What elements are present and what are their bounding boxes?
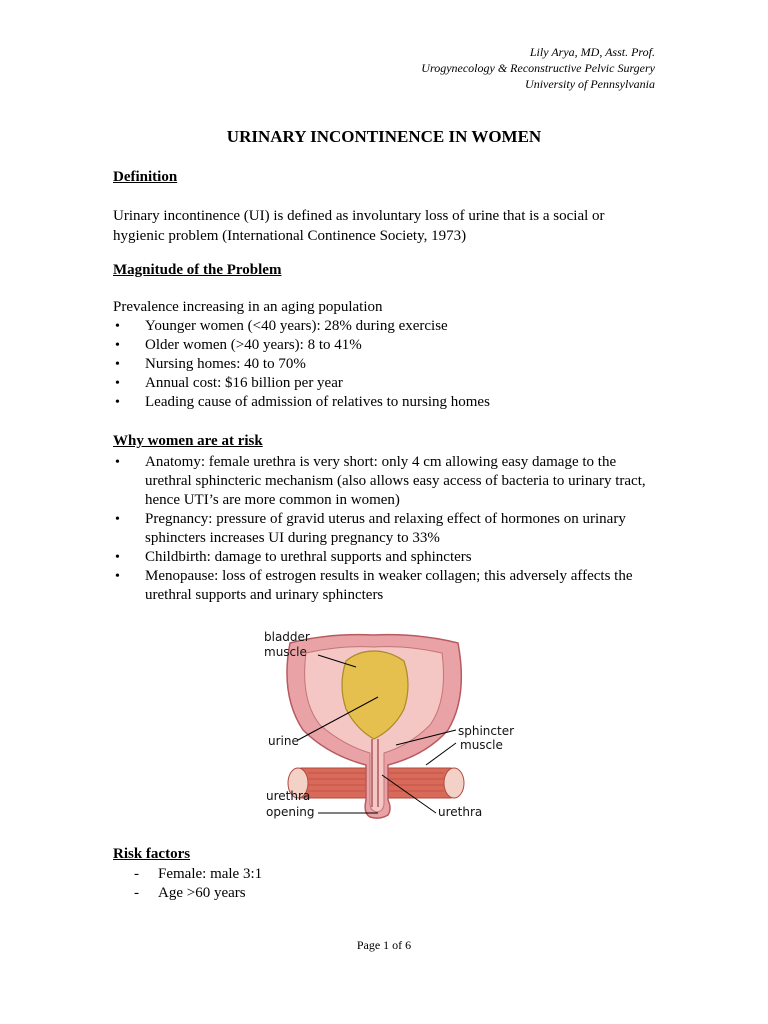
sphincter-label: sphincter — [458, 724, 515, 738]
list-item: • Annual cost: $16 billion per year — [115, 375, 343, 391]
dash-bullet: - — [134, 866, 139, 882]
definition-text-line: Urinary incontinence (UI) is defined as involuntary loss of urine that is a social or — [113, 208, 605, 224]
author-header — [421, 44, 655, 92]
risk-women-heading: Why women are at risk — [113, 433, 263, 449]
dash-bullet: - — [134, 885, 139, 901]
list-item: - Female: male 3:1 — [134, 866, 263, 882]
urine-label: urine — [268, 734, 299, 748]
definition-heading: Definition — [113, 169, 178, 185]
bullet-icon: • — [115, 376, 120, 391]
definition-text-line: hygienic problem (International Continence Society, 1973) — [113, 228, 467, 244]
list-item: • Younger women (<40 years): 28% during exercise — [115, 318, 448, 334]
magnitude-list — [113, 317, 658, 412]
bladder-label: bladder — [264, 630, 310, 644]
bladder-anatomy-illustration — [258, 625, 515, 830]
bullet-icon: • — [115, 338, 120, 353]
bullet-icon: • — [115, 319, 120, 334]
author-department: Urogynecology & Reconstructive Pelvic Surgery — [421, 61, 655, 75]
bladder-label: muscle — [264, 645, 307, 659]
list-item: - Age >60 years — [134, 885, 246, 901]
risk-factors-heading: Risk factors — [113, 846, 191, 862]
list-item: • Childbirth: damage to urethral supports and sphincters — [115, 549, 472, 565]
author-institution: University of Pennsylvania — [525, 77, 655, 91]
opening-label: opening — [266, 805, 315, 819]
bullet-icon: • — [115, 550, 120, 565]
urethra-label: urethra — [438, 805, 483, 819]
document-title: URINARY INCONTINENCE IN WOMEN — [226, 127, 542, 146]
bullet-icon: • — [115, 569, 120, 584]
author-name: Lily Arya, MD, Asst. Prof. — [529, 45, 655, 59]
risk-women-list — [113, 453, 658, 605]
list-item: • Anatomy: female urethra is very short: only 4 cm allowing easy damage to the urethral sphincteric mechanism (also allows easy access of bacteria to urinary tract, hence UTI’s are more common in women) — [115, 454, 646, 508]
bullet-icon: • — [115, 395, 120, 410]
bullet-icon: • — [115, 357, 120, 372]
page-number: Page 1 of 6 — [356, 938, 412, 952]
list-item: • Older women (>40 years): 8 to 41% — [115, 337, 362, 353]
risk-factors-list — [113, 865, 262, 903]
sphincter-label: muscle — [460, 738, 503, 752]
bullet-icon: • — [115, 455, 120, 470]
bladder-diagram — [258, 625, 515, 830]
list-item: • Pregnancy: pressure of gravid uterus and relaxing effect of hormones on urinary sphincters increases UI during pregnancy to 33% — [115, 511, 626, 546]
list-item: • Menopause: loss of estrogen results in weaker collagen; this adversely affects the urethral supports and urinary sphincters — [115, 568, 633, 603]
definition-text — [113, 206, 658, 246]
list-item: • Leading cause of admission of relatives to nursing homes — [115, 394, 490, 410]
magnitude-intro: Prevalence increasing in an aging population — [113, 299, 383, 315]
bullet-icon: • — [115, 512, 120, 527]
list-item: • Nursing homes: 40 to 70% — [115, 356, 306, 372]
magnitude-heading: Magnitude of the Problem — [113, 262, 282, 278]
opening-label: urethra — [266, 789, 311, 803]
